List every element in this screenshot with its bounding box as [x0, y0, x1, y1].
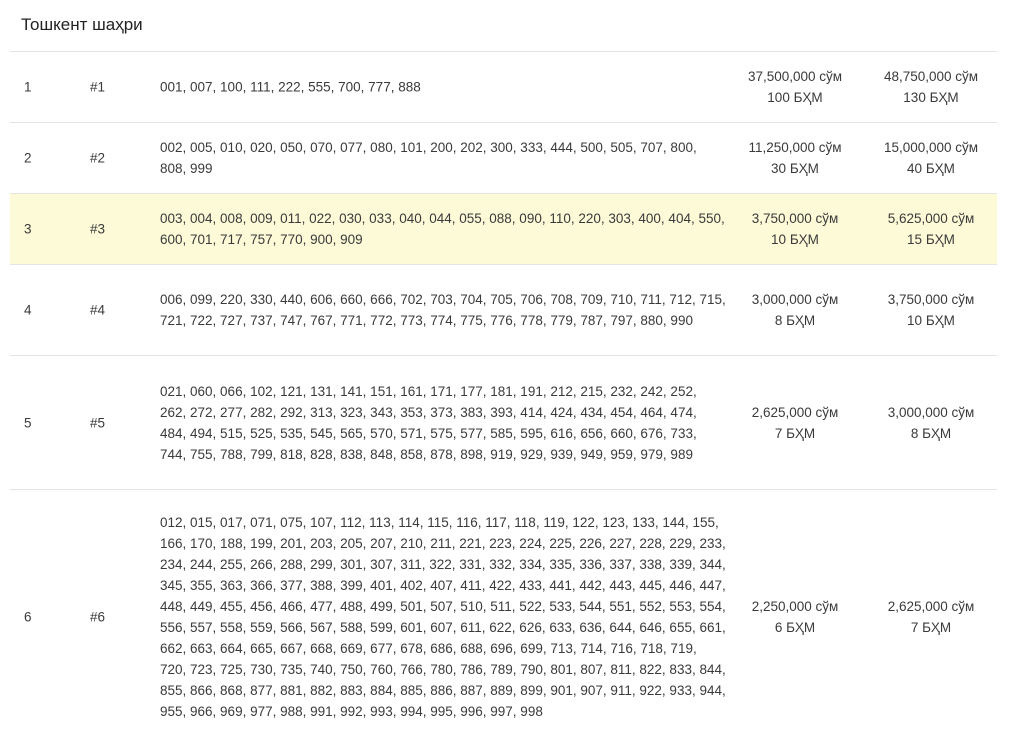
plate-numbers: 021, 060, 066, 102, 121, 131, 141, 151, 161, 171, 177, 181, 191, 212, 215, 232, 242, 252, 262, 272, 277, 282, 292, 313, 323, 343, 353, 373, 383, 393, 414, 424, 434, 454, 464, 474, 484, 494, 515, 525, 535, 545, 565, 570, 571, 575, 577, 585, 595, 616, 656, 660, 676, 733, 744, 755, 788, 799, 818, 828, 838, 848, 858, 878, 898, 919, 929, 939, 949, 959, 979, 989 [160, 383, 697, 462]
price-extended [866, 66, 996, 108]
row-number: 3 [24, 221, 32, 237]
price-standard [730, 137, 860, 179]
table-row [10, 52, 997, 123]
plate-numbers: 003, 004, 008, 009, 011, 022, 030, 033, 040, 044, 055, 088, 090, 110, 220, 303, 400, 404, 550, 600, 701, 717, 757, 770, 900, 909 [160, 211, 725, 247]
price-mrp: 30 БҲМ [771, 161, 819, 176]
table-row [10, 356, 997, 490]
plate-numbers: 006, 099, 220, 330, 440, 606, 660, 666, 702, 703, 704, 705, 706, 708, 709, 710, 711, 712, 715, 721, 722, 727, 737, 747, 767, 771, 772, 773, 774, 775, 776, 778, 779, 787, 797, 880, 990 [160, 292, 726, 328]
table-row [10, 265, 997, 356]
price-amount: 15,000,000 сўм [883, 140, 979, 155]
price-mrp: 7 БҲМ [910, 620, 952, 635]
plate-numbers: 012, 015, 017, 071, 075, 107, 112, 113, 114, 115, 116, 117, 118, 119, 122, 123, 133, 144, 155, 166, 170, 188, 199, 201, 203, 205, 207, 210, 211, 221, 223, 224, 225, 226, 227, 228, 229, 233, 234, 244, 255, 266, 288, 299, 301, 307, 311, 322, 331, 332, 334, 335, 336, 337, 338, 339, 344, 345, 355, 363, 366, 377, 388, 399, 401, 402, 407, 411, 422, 433, 441, 442, 443, 445, 446, 447, 448, 449, 455, 456, 466, 477, 488, 499, 501, 507, 510, 511, 522, 533, 544, 551, 552, 553, 554, 556, 557, 558, 559, 566, 567, 588, 599, 601, 607, 611, 622, 626, 633, 636, 644, 646, 655, 661, 662, 663, 664, 665, 667, 668, 669, 677, 678, 686, 688, 696, 699, 713, 714, 716, 718, 719, 720, 723, 725, 730, 735, 740, 750, 760, 766, 780, 786, 789, 790, 801, 807, 811, 822, 833, 844, 855, 866, 868, 877, 881, 882, 883, 884, 885, 886, 887, 889, 899, 901, 907, 911, 922, 933, 944, 955, 966, 969, 977, 988, 991, 992, 993, 994, 995, 996, 997, 998 [160, 515, 726, 719]
table-row [10, 490, 997, 744]
price-amount: 11,250,000 сўм [748, 140, 842, 155]
price-mrp: 8 БҲМ [910, 425, 952, 441]
price-standard [730, 402, 860, 444]
plate-numbers: 002, 005, 010, 020, 050, 070, 077, 080, 101, 200, 202, 300, 333, 444, 500, 505, 707, 800, 808, 999 [160, 140, 697, 176]
price-extended [866, 137, 996, 179]
price-amount: 2,250,000 сўм [751, 599, 839, 614]
row-category: #5 [90, 415, 106, 430]
price-mrp: 130 БҲМ [903, 90, 959, 105]
price-extended [866, 289, 996, 331]
price-amount: 48,750,000 сўм [883, 69, 979, 84]
price-standard [730, 596, 860, 638]
price-mrp: 8 БҲМ [774, 313, 816, 328]
row-number: 4 [24, 302, 32, 318]
row-number: 6 [24, 609, 32, 625]
row-number: 1 [24, 79, 32, 95]
price-mrp: 100 БҲМ [767, 90, 823, 105]
price-mrp: 10 БҲМ [907, 313, 955, 328]
page-title: Тошкент шаҳри [21, 15, 143, 34]
price-table [10, 51, 997, 744]
price-amount: 3,000,000 сўм [887, 404, 975, 420]
price-amount: 37,500,000 сўм [747, 69, 843, 84]
price-mrp: 40 БҲМ [907, 161, 955, 176]
price-mrp: 6 БҲМ [774, 620, 816, 635]
price-mrp: 15 БҲМ [907, 232, 955, 247]
price-amount: 3,750,000 сўм [751, 211, 839, 226]
table-row [10, 123, 997, 194]
price-amount: 2,625,000 сўм [751, 404, 839, 420]
row-category: #2 [90, 150, 106, 166]
row-number: 2 [24, 150, 32, 166]
row-category: #6 [90, 609, 106, 625]
price-standard [730, 289, 860, 331]
price-mrp: 7 БҲМ [774, 425, 816, 441]
plate-numbers: 001, 007, 100, 111, 222, 555, 700, 777, 888 [160, 79, 421, 95]
price-amount: 2,625,000 сўм [887, 599, 975, 614]
price-extended [866, 402, 996, 444]
price-amount: 3,000,000 сўм [751, 292, 839, 307]
price-amount: 5,625,000 сўм [887, 211, 975, 226]
row-category: #1 [90, 79, 106, 95]
table-row-highlighted [10, 194, 997, 265]
price-extended [866, 208, 996, 250]
price-extended [866, 596, 996, 638]
row-category: #3 [90, 221, 106, 237]
price-standard [730, 208, 860, 250]
row-number: 5 [24, 415, 32, 430]
price-standard [730, 66, 860, 108]
price-amount: 3,750,000 сўм [887, 292, 975, 307]
row-category: #4 [90, 302, 106, 318]
price-mrp: 10 БҲМ [771, 232, 819, 247]
